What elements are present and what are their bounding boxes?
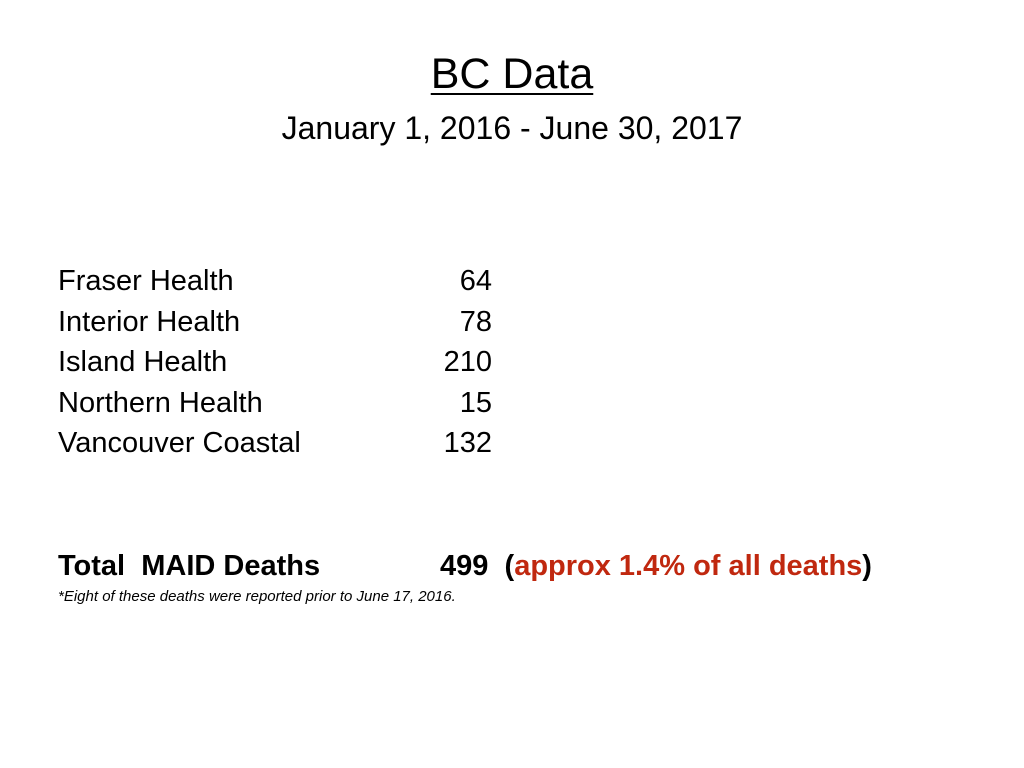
region-row-vancouver-coastal: [58, 423, 498, 464]
slide-title: BC Data: [430, 50, 594, 98]
total-close-paren: ): [862, 550, 872, 582]
total-open-paren: (: [504, 550, 515, 582]
footnote: *Eight of these deaths were reported prior to June 17, 2016.: [58, 588, 456, 605]
region-name: Interior Health: [58, 305, 241, 338]
region-count: 78: [459, 305, 492, 338]
region-count: 132: [443, 427, 492, 459]
region-count: 15: [459, 386, 492, 419]
region-name: Island Health: [58, 346, 228, 378]
region-row-northern: [58, 383, 498, 424]
total-row: [58, 546, 998, 586]
region-name: Northern Health: [58, 386, 263, 419]
region-row-fraser: [58, 261, 498, 302]
total-value: 499: [440, 550, 489, 582]
region-row-interior: [58, 302, 498, 343]
region-count: 64: [459, 265, 492, 297]
region-name: Fraser Health: [58, 265, 234, 297]
total-label: Total MAID Deaths: [58, 550, 321, 582]
region-list: [58, 261, 538, 464]
slide-subtitle: January 1, 2016 - June 30, 2017: [281, 110, 743, 146]
region-count: 210: [443, 346, 492, 378]
region-row-island: [58, 342, 498, 383]
total-percentage-note: approx 1.4% of all deaths: [514, 550, 863, 582]
region-name: Vancouver Coastal: [58, 427, 301, 459]
